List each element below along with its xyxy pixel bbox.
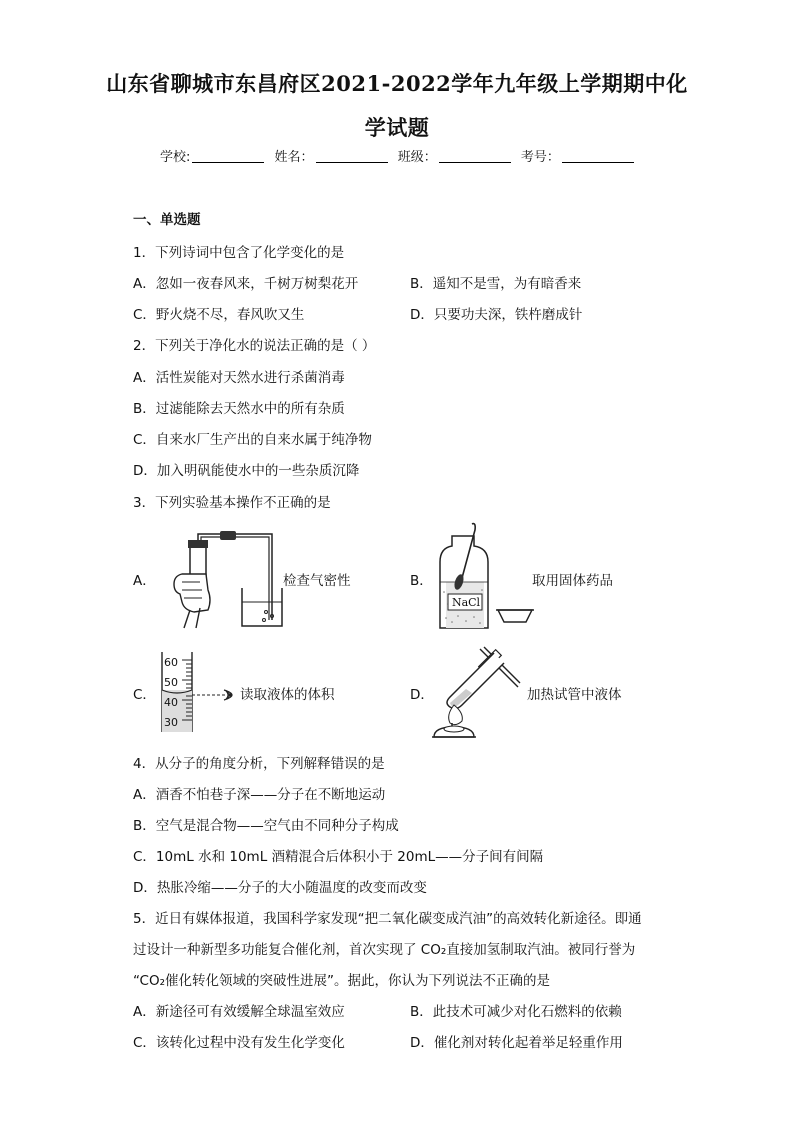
q4-stem: 4．从分子的角度分析，下列解释错误的是	[133, 756, 385, 772]
q2-stem: 2．下列关于净化水的说法正确的是（ ）	[133, 338, 376, 354]
q4-option-b: B．空气是混合物——空气由不同种分子构成	[133, 818, 399, 834]
q3-d-label: 加热试管中液体	[527, 687, 622, 703]
q1-option-c: C．野火烧不尽，春风吹又生	[133, 307, 305, 323]
solid-reagent-figure	[432, 522, 534, 630]
q3-b-letter: B．	[410, 573, 433, 589]
q5-option-b: B．此技术可减少对化石燃料的依赖	[410, 1004, 622, 1020]
q2-option-a: A．活性炭能对天然水进行杀菌消毒	[133, 370, 345, 386]
q4-option-a: A．酒香不怕巷子深——分子在不断地运动	[133, 787, 386, 803]
q1-option-d: D．只要功夫深，铁杵磨成针	[410, 307, 583, 323]
q5-option-a: A．新途径可有效缓解全球温室效应	[133, 1004, 345, 1020]
class-blank[interactable]	[439, 150, 511, 163]
cylinder-tick-labels	[164, 653, 178, 733]
q1-option-b: B．遥知不是雪，为有暗香来	[410, 276, 582, 292]
q3-c-letter: C．	[133, 687, 156, 703]
airtightness-check-figure	[160, 530, 285, 630]
class-label: 班级：	[397, 150, 437, 165]
q2-option-c: C．自来水厂生产出的自来水属于纯净物	[133, 432, 372, 448]
page-title-line2: 学试题	[364, 115, 430, 140]
nacl-label-text: NaCl	[451, 596, 481, 609]
q5-stem-line2: 过设计一种新型多功能复合催化剂，首次实现了 CO₂直接加氢制取汽油。被同行誉为	[133, 942, 636, 958]
tick-label-60: 60	[164, 656, 178, 669]
section-heading: 一、单选题	[133, 212, 201, 228]
student-info-row	[160, 146, 640, 165]
name-label: 姓名：	[274, 150, 314, 165]
q3-d-letter: D．	[410, 687, 434, 703]
tick-label-50: 50	[164, 676, 178, 689]
q1-option-a: A．忽如一夜春风来，千树万树梨花开	[133, 276, 359, 292]
q5-stem-line3: “CO₂催化转化领域的突破性进展”。据此，你认为下列说法不正确的是	[133, 973, 550, 989]
q2-option-b: B．过滤能除去天然水中的所有杂质	[133, 401, 345, 417]
heating-test-tube-figure	[428, 643, 524, 739]
exam-no-blank[interactable]	[562, 150, 634, 163]
q2-option-d: D．加入明矾能使水中的一些杂质沉降	[133, 463, 360, 479]
school-blank[interactable]	[192, 150, 264, 163]
tick-label-40: 40	[164, 696, 178, 709]
graduated-cylinder-figure	[158, 650, 240, 734]
q3-b-label: 取用固体药品	[532, 573, 613, 589]
q1-stem: 1．下列诗词中包含了化学变化的是	[133, 245, 345, 261]
q3-stem: 3．下列实验基本操作不正确的是	[133, 495, 331, 511]
tick-label-30: 30	[164, 716, 178, 729]
q5-stem-line1: 5．近日有媒体报道，我国科学家发现“把二氧化碳变成汽油”的高效转化新途径。即通	[133, 911, 642, 927]
q3-c-label: 读取液体的体积	[240, 687, 335, 703]
q5-option-c: C．该转化过程中没有发生化学变化	[133, 1035, 345, 1051]
q4-option-c: C．10mL 水和 10mL 酒精混合后体积小于 20mL——分子间有间隔	[133, 849, 544, 865]
page-title-line1: 山东省聊城市东昌府区2021-2022学年九年级上学期期中化	[106, 71, 688, 96]
q5-option-d: D．催化剂对转化起着举足轻重作用	[410, 1035, 623, 1051]
school-label: 学校:	[160, 150, 191, 165]
q4-option-d: D．热胀冷缩——分子的大小随温度的改变而改变	[133, 880, 427, 896]
name-blank[interactable]	[316, 150, 388, 163]
q3-a-letter: A．	[133, 573, 156, 589]
q3-a-label: 检查气密性	[283, 573, 351, 589]
exam-no-label: 考号：	[520, 150, 560, 165]
